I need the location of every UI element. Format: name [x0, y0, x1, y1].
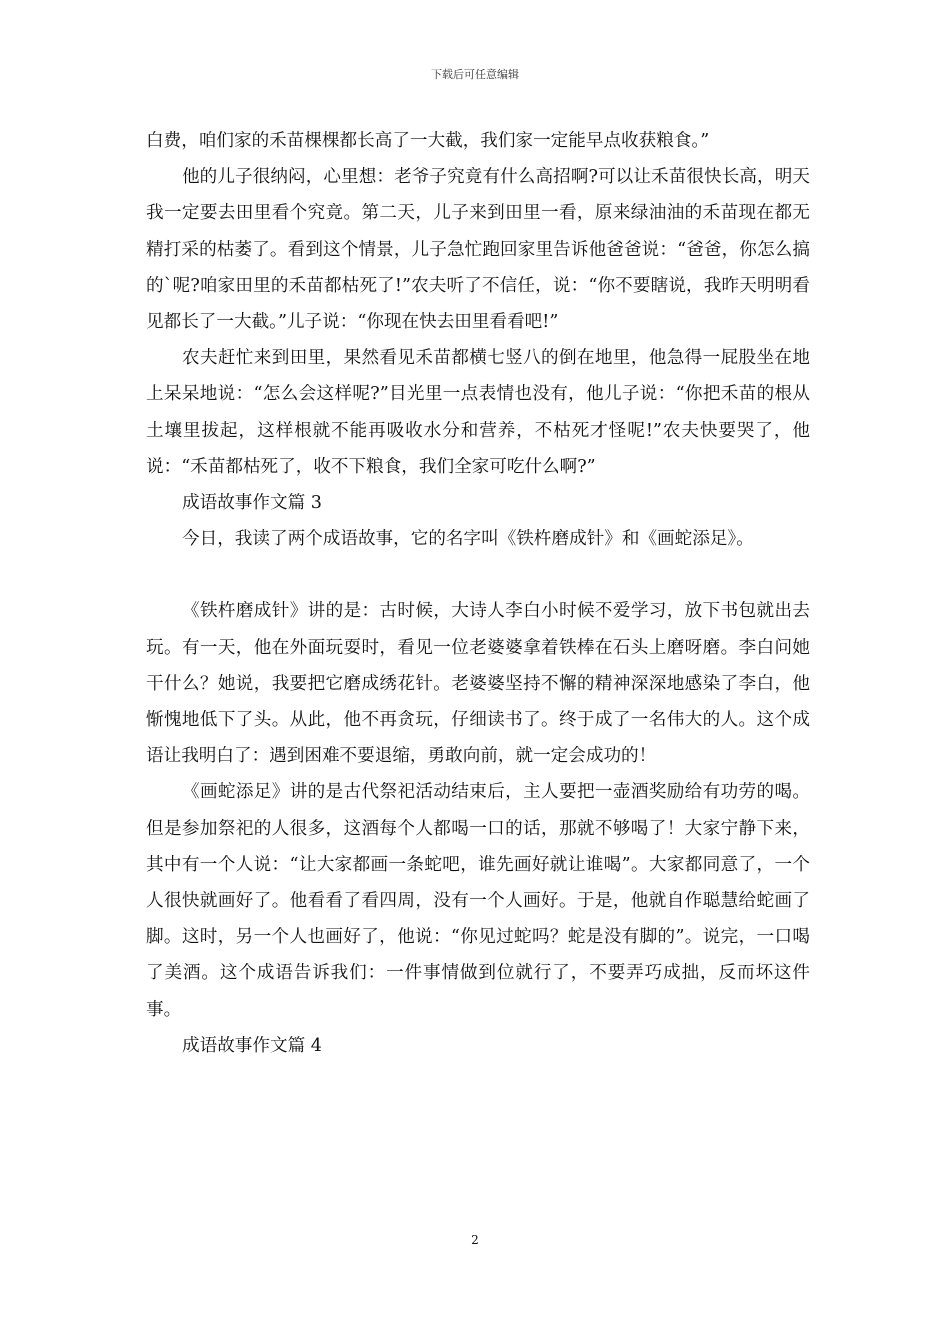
paragraph-continuation: 白费，咱们家的禾苗棵棵都长高了一大截，我们家一定能早点收获粮食。”: [146, 131, 710, 151]
page-header: 下载后可任意编辑: [431, 68, 519, 81]
page-number: 2: [471, 1233, 479, 1247]
blank-line: [146, 557, 810, 593]
paragraph: 他的儿子很纳闷，心里想：老爷子究竟有什么高招啊?可以让禾苗很快长高，明天我一定要去田里看个究竟。第二天，儿子来到田里一看，原来绿油油的禾苗现在都无精打采的枯萎了。看到这个情景，儿子急忙跑回家里告诉他爸爸说：“爸爸，你怎么搞的`呢?咱家田里的禾苗都枯死了!”农夫听了不信任，说：“你不要瞎说，我昨天明明看见都长了一大截。”儿子说：“你现在快去田里看看吧!”: [146, 167, 810, 333]
paragraph: 《铁杵磨成针》讲的是：古时候，大诗人李白小时候不爱学习，放下书包就出去玩。有一天，他在外面玩耍时，看见一位老婆婆拿着铁棒在石头上磨呀磨。李白问她干什么？她说，我要把它磨成绣花针。老婆婆坚持不懈的精神深深地感染了李白，他惭愧地低下了头。从此，他不再贪玩，仔细读书了。终于成了一名伟大的人。这个成语让我明白了：遇到困难不要退缩，勇敢向前，就一定会成功的！: [146, 601, 810, 767]
section-heading: 成语故事作文篇 4: [182, 1035, 322, 1056]
paragraph: 农夫赶忙来到田里，果然看见禾苗都横七竖八的倒在地里，他急得一屁股坐在地上呆呆地说：“怎么会这样呢?”目光里一点表情也没有，他儿子说：“你把禾苗的根从土壤里拔起，这样根就不能再吸收水分和营养，不枯死才怪呢!”农夫快要哭了，他说：“禾苗都枯死了，收不下粮食，我们全家可吃什么啊?”: [146, 348, 810, 477]
section-heading: 成语故事作文篇 3: [182, 493, 322, 514]
paragraph: 《画蛇添足》讲的是古代祭祀活动结束后，主人要把一壶酒奖励给有功劳的喝。但是参加祭祀的人很多，这酒每个人都喝一口的话，那就不够喝了！大家宁静下来，其中有一个人说：“让大家都画一条蛇吧，谁先画好就让谁喝”。大家都同意了，一个人很快就画好了。他看看了看四周，没有一个人画好。于是，他就自作聪慧给蛇画了脚。这时，另一个人也画好了，他说：“你见过蛇吗？蛇是没有脚的”。说完，一口喝了美酒。这个成语告诉我们：一件事情做到位就行了，不要弄巧成拙，反而坏这件事。: [146, 782, 810, 1020]
document-body: [146, 123, 810, 1064]
paragraph: 今日，我读了两个成语故事，它的名字叫《铁杵磨成针》和《画蛇添足》。: [182, 529, 754, 550]
